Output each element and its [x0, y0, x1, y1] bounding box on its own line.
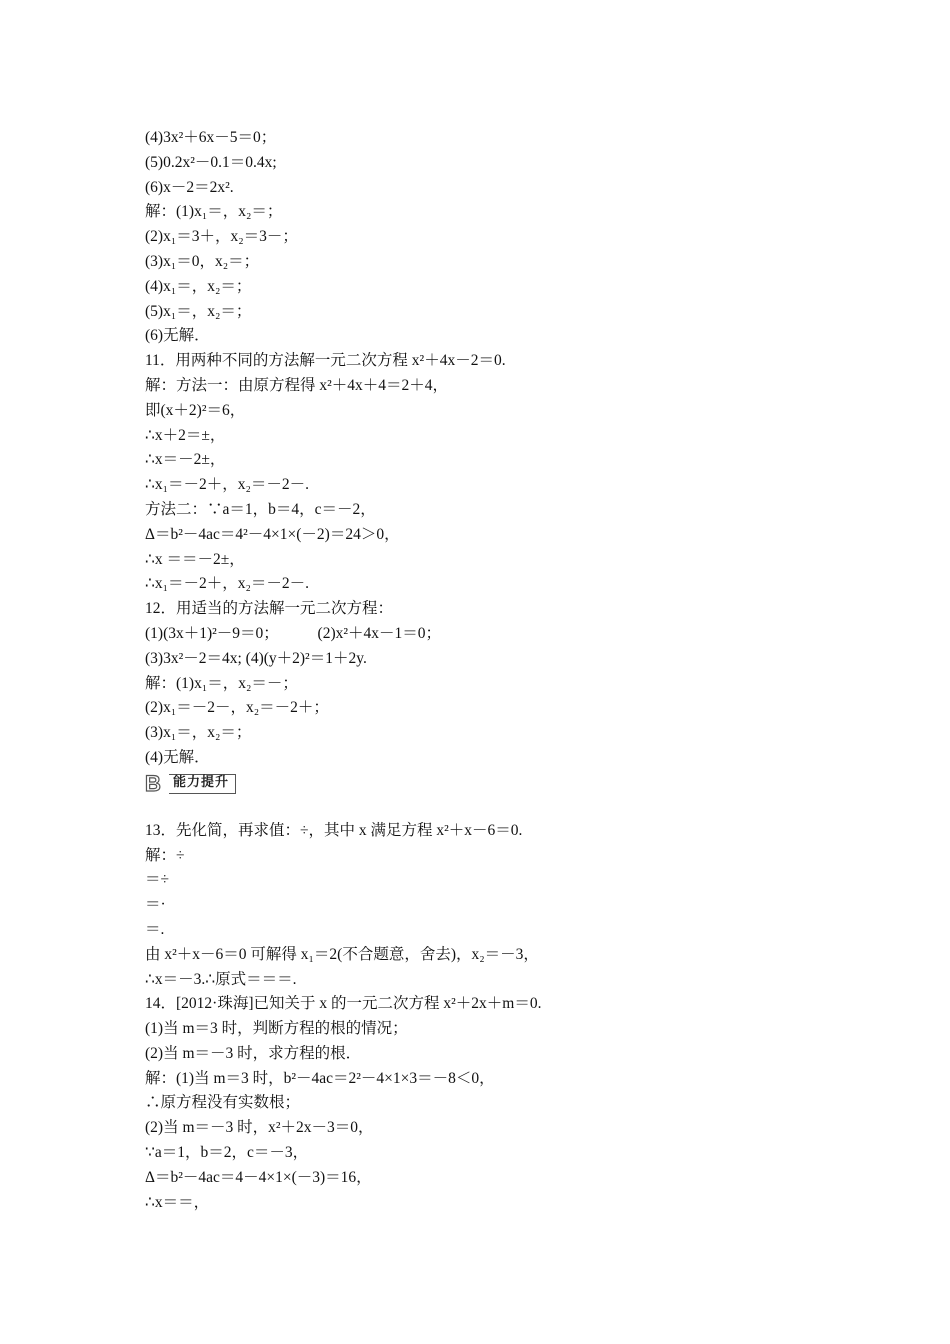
text-line: (3)x₁＝，x₂＝； — [145, 724, 252, 742]
text-line: (1)(3x＋1)²－9＝0； (2)x²＋4x－1＝0； — [145, 624, 442, 642]
text-line: (2)x₁＝－2－，x₂＝－2＋； — [145, 699, 329, 717]
text-line: 由 x²＋x－6＝0 可解得 x₁＝2(不合题意，舍去)，x₂＝－3， — [145, 945, 539, 963]
text-line: 12．用适当的方法解一元二次方程： — [145, 600, 394, 618]
text-line: 解：÷ — [145, 846, 185, 864]
text-line: ∴x＝－2±， — [145, 451, 226, 469]
text-line: 14．[2012·珠海]已知关于 x 的一元二次方程 x²＋2x＋m＝0. — [145, 995, 542, 1013]
text-line: Δ＝b²－4ac＝4²－4×1×(－2)＝24＞0， — [145, 525, 400, 543]
text-line: (3)x₁＝0，x₂＝； — [145, 252, 260, 270]
text-line: 即(x＋2)²＝6， — [145, 401, 246, 419]
text-line: Δ＝b²－4ac＝4－4×1×(－3)＝16， — [145, 1168, 372, 1186]
text-line: 解：(1)x₁＝，x₂＝－； — [145, 674, 298, 692]
document-page — [145, 126, 825, 1215]
text-line: ∵a＝1，b＝2，c＝－3， — [145, 1144, 309, 1162]
answer-lines-top — [145, 126, 825, 771]
text-line: ∴x＝－3.∴原式＝＝＝. — [145, 970, 297, 988]
text-line: ∴x₁＝－2＋，x₂＝－2－. — [145, 575, 310, 593]
text-line: (6)x－2＝2x². — [145, 178, 234, 196]
text-line: 方法二：∵a＝1，b＝4，c＝－2， — [145, 500, 376, 518]
section-letter: B — [145, 770, 161, 796]
text-line: (5)x₁＝，x₂＝； — [145, 302, 252, 320]
text-line: 解：(1)x₁＝，x₂＝； — [145, 203, 283, 221]
section-gap — [145, 797, 825, 819]
text-line: (4)x₁＝，x₂＝； — [145, 277, 252, 295]
text-line: (2)当 m＝－3 时，x²＋2x－3＝0， — [145, 1119, 374, 1137]
text-line: ＝. — [145, 920, 165, 938]
text-line: (2)x₁＝3＋，x₂＝3－； — [145, 228, 298, 246]
text-line: 解：(1)当 m＝3 时，b²－4ac＝2²－4×1×3＝－8＜0， — [145, 1069, 495, 1087]
section-badge — [145, 771, 825, 797]
text-line: ∴x＝＝， — [145, 1193, 210, 1211]
text-line: (1)当 m＝3 时，判断方程的根的情况； — [145, 1020, 408, 1038]
text-line: (3)3x²－2＝4x; (4)(y＋2)²＝1＋2y. — [145, 649, 367, 667]
text-line: (2)当 m＝－3 时，求方程的根． — [145, 1044, 362, 1062]
text-line: ∴原方程没有实数根； — [145, 1094, 301, 1112]
text-line: (4)3x²＋6x－5＝0； — [145, 129, 277, 146]
text-line: (6)无解． — [145, 327, 210, 345]
text-line: ＝· — [145, 896, 166, 914]
text-line: (4)无解． — [145, 748, 210, 766]
text-line: ∴x ＝＝－2±， — [145, 550, 245, 568]
text-line: ∴x＋2＝±， — [145, 426, 226, 444]
text-line: (5)0.2x²－0.1＝0.4x; — [145, 153, 277, 171]
text-line: ∴x₁＝－2＋，x₂＝－2－. — [145, 476, 310, 494]
text-line: 11．用两种不同的方法解一元二次方程 x²＋4x－2＝0. — [145, 352, 506, 370]
answer-lines-bottom — [145, 819, 825, 1216]
text-line: 13．先化简，再求值：÷，其中 x 满足方程 x²＋x－6＝0. — [145, 821, 523, 839]
text-line: 解：方法一：由原方程得 x²＋4x＋4＝2＋4， — [145, 376, 449, 394]
text-line: ＝÷ — [145, 871, 170, 889]
section-label: 能力提升 — [169, 774, 236, 794]
